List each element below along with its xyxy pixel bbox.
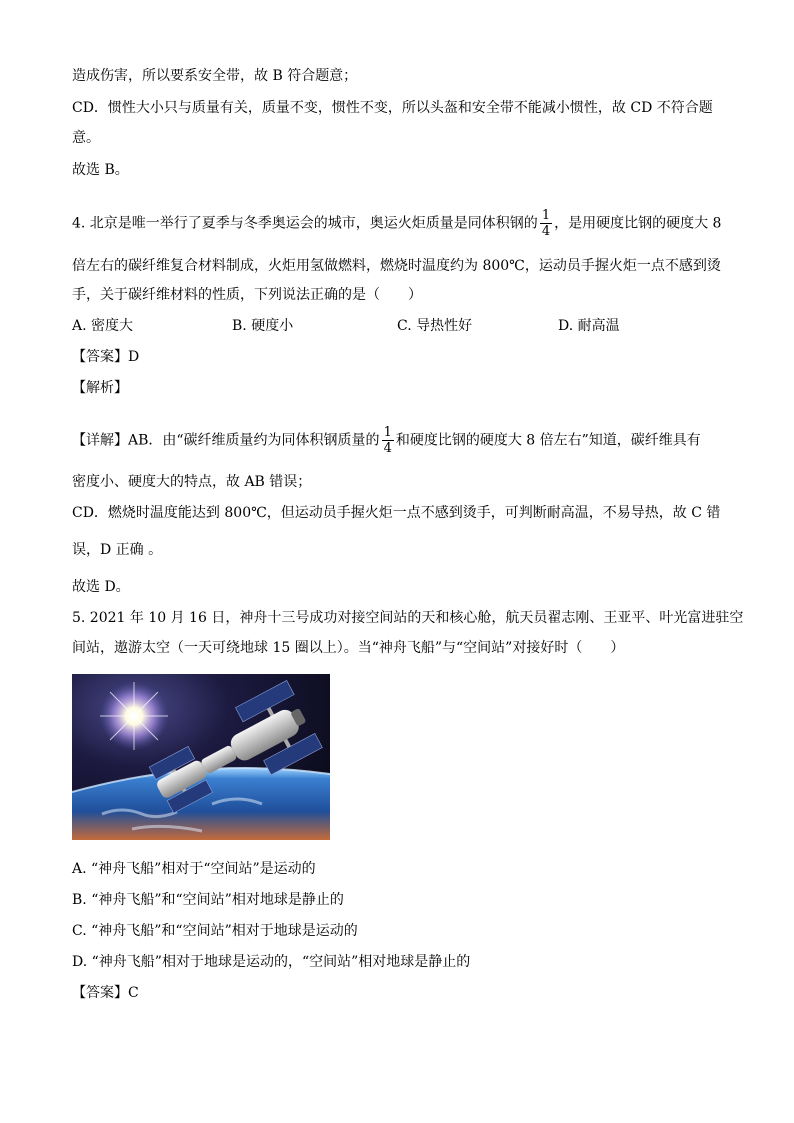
option-b: B. “神舟飞船”和“空间站”相对地球是静止的	[72, 892, 344, 908]
detail-line	[72, 425, 701, 456]
answer-tag: 【答案】	[72, 985, 128, 1001]
text-line: 间站，遨游太空（一天可绕地球 15 圈以上）。当“神舟飞船”与“空间站”对接好时（ ）	[72, 640, 625, 656]
option-c: C. “神舟飞船”和“空间站”相对于地球是运动的	[72, 923, 358, 939]
text-line: 造成伤害，所以要系安全带，故 B 符合题意；	[72, 68, 358, 84]
text-line: 倍左右的碳纤维复合材料制成，火炬用氢做燃料，燃烧时温度约为 800℃，运动员手握火炬一点不感到烫	[72, 258, 721, 274]
option-b: B. 硬度小	[232, 318, 294, 334]
text-line: 密度小、硬度大的特点，故 AB 错误；	[72, 474, 312, 490]
text-segment: 和硬度比钢的硬度大 8 倍左右”知道，碳纤维具有	[395, 432, 701, 449]
fraction-numerator: 1	[541, 208, 551, 223]
text-segment: AB．由“碳纤维质量约为同体积钢质量的	[128, 432, 380, 449]
text-line: 意。	[72, 130, 100, 146]
option-d: D. 耐高温	[558, 318, 620, 334]
option-a: A. “神舟飞船”相对于“空间站”是运动的	[72, 861, 316, 877]
fraction	[540, 208, 552, 239]
space-station-photo	[72, 674, 330, 840]
fraction-numerator: 1	[383, 425, 392, 440]
question-4-stem	[72, 208, 721, 239]
option-d: D. “神舟飞船”相对于地球是运动的，“空间站”相对地球是静止的	[72, 954, 471, 970]
answer-value: C	[128, 985, 139, 1001]
fraction	[382, 425, 394, 456]
text-line: 故选 D。	[72, 579, 130, 595]
text-line: 手，关于碳纤维材料的性质，下列说法正确的是（ ）	[72, 287, 422, 303]
text-line: CD．惯性大小只与质量有关，质量不变，惯性不变，所以头盔和安全带不能减小惯性，故 CD 不符合题	[72, 100, 713, 116]
answer-value: D	[128, 349, 140, 365]
detail-tag: 【详解】	[72, 432, 128, 449]
answer-line	[72, 347, 139, 367]
option-a: A. 密度大	[72, 318, 134, 334]
text-line: CD．燃烧时温度能达到 800℃，但运动员手握火炬一点不感到烫手，可判断耐高温，不易导热，故 C 错	[72, 505, 721, 521]
fraction-denominator: 4	[541, 224, 551, 239]
answer-line	[72, 983, 139, 1003]
fraction-denominator: 4	[383, 441, 392, 456]
question-5-stem: 5. 2021 年 10 月 16 日，神舟十三号成功对接空间站的天和核心舱，航天员翟志刚、王亚平、叶光富进驻空	[72, 610, 744, 626]
analysis-tag: 【解析】	[72, 380, 128, 396]
text-segment: ，是用硬度比钢的硬度大 8	[554, 215, 722, 232]
text-line: 故选 B。	[72, 162, 129, 178]
text-line: 误，D 正确 。	[72, 542, 163, 558]
answer-tag: 【答案】	[72, 349, 128, 365]
option-c: C. 导热性好	[397, 318, 473, 334]
text-segment: 4. 北京是唯一举行了夏季与冬季奥运会的城市，奥运火炬质量是同体积钢的	[72, 215, 538, 232]
